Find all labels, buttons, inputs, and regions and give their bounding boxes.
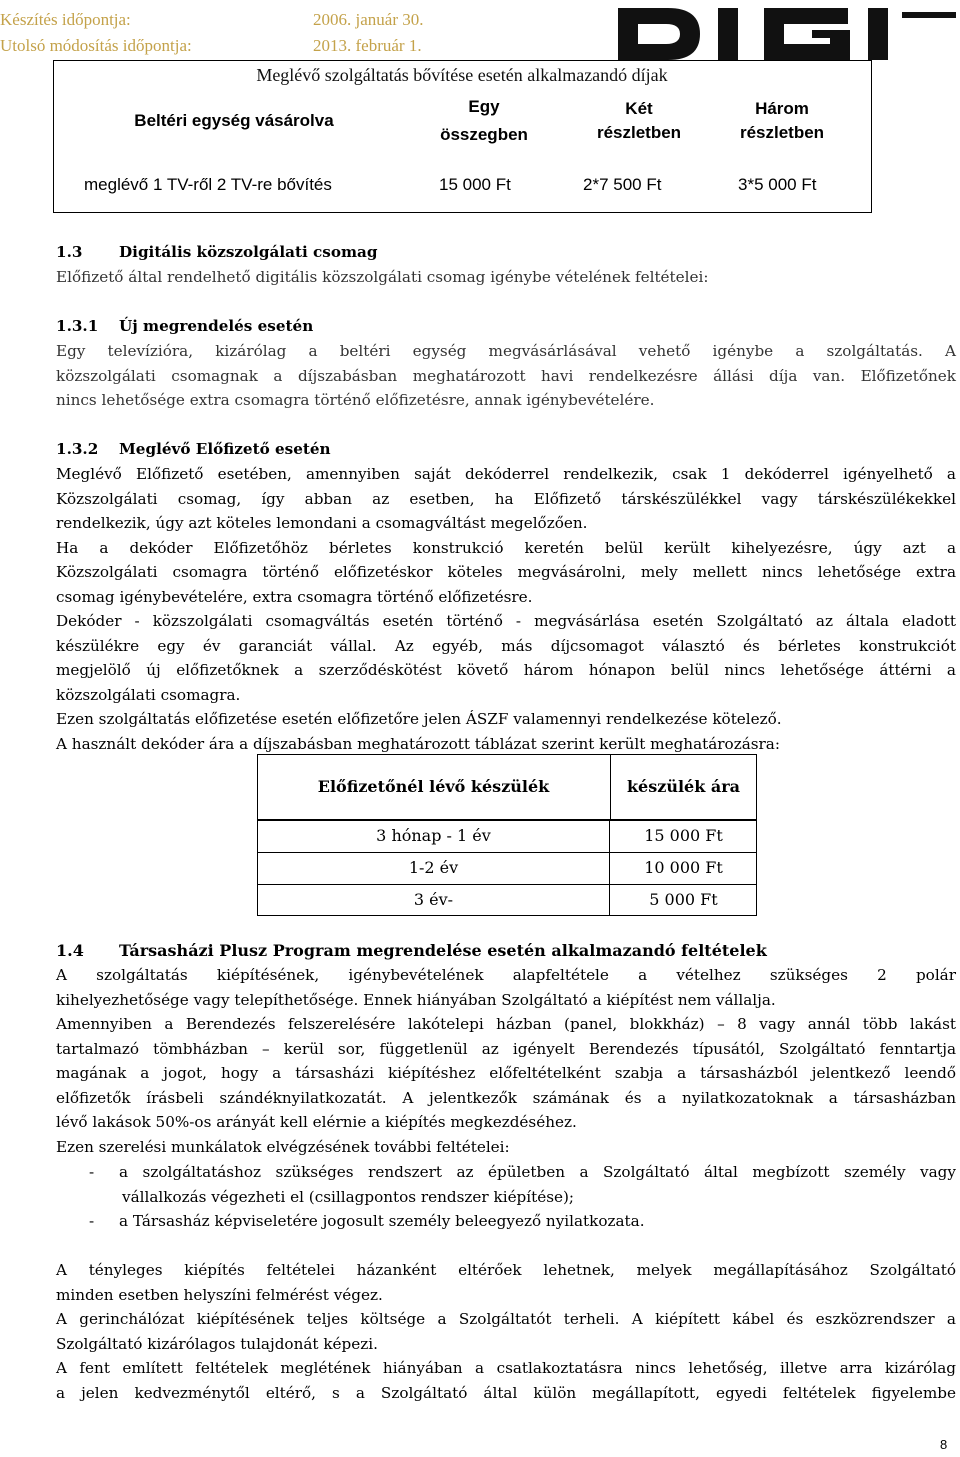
price-row-age: 3 hónap - 1 év <box>376 826 491 845</box>
modified-label: Utolsó módosítás időpontja: <box>0 36 192 55</box>
section-1-3-1-line: közszolgálati csomagnak a díjszabásban meghatározott havi rendelkezésre állási díja van. Előfizetőnek <box>56 367 956 385</box>
body-line: A használt dekóder ára a díjszabásban meghatározott táblázat szerint került meghatározásra: <box>56 734 780 753</box>
body-line: kihelyezhetősége vagy telepíthetősége. Ennek hiányában Szolgáltató a kiépítést nem vállalja. <box>56 990 776 1009</box>
section-1-4-body-2 <box>56 1258 956 1405</box>
body-line: a jelen kedvezménytől eltérő, s a Szolgáltató által külön megállapított, egyedi feltételek figyelembe <box>56 1383 956 1402</box>
created-label: Készítés időpontja: <box>0 10 131 29</box>
bullet-item: a Társasház képviseletére jogosult személy beleegyező nyilatkozata. <box>119 1212 645 1230</box>
fee-row-v1: 15 000 Ft <box>439 175 511 194</box>
section-1-3-2-number: 1.3.2 <box>56 440 99 458</box>
fee-col-harom-line1: Három <box>755 99 809 118</box>
fee-table <box>53 60 872 213</box>
modified-value: 2013. február 1. <box>313 36 422 55</box>
body-line: minden esetben helyszíni felmérést végez. <box>56 1285 383 1304</box>
body-line: A tényleges kiépítés feltételei házanként eltérőek lehetnek, melyek megállapításához Szolgáltató <box>56 1261 956 1279</box>
body-line: A szolgáltatás kiépítésének, igénybevételének alapfeltétele a vételhez szükséges 2 polár <box>56 966 956 984</box>
body-line: Ezen szerelési munkálatok elvégzésének további feltételei: <box>56 1137 510 1156</box>
body-line: A gerinchálózat kiépítésének teljes költsége a Szolgáltatót terheli. A kiépített kábel és eszközrendszer a <box>56 1310 956 1328</box>
digi-logo <box>616 4 958 64</box>
section-1-3-number: 1.3 <box>56 243 83 261</box>
fee-row-v2: 2*7 500 Ft <box>583 175 662 194</box>
section-1-3-2-title: Meglévő Előfizető esetén <box>119 440 331 458</box>
body-line: lévő lakások 50%-os arányát kell elérnie a kiépítés megkezdéséhez. <box>56 1113 577 1131</box>
price-row-price: 15 000 Ft <box>644 826 723 845</box>
fee-col-ket-line1: Két <box>625 99 653 118</box>
bullet-dash: - <box>89 1212 95 1230</box>
body-line: Dekóder - közszolgálati csomagváltás esetén történő - megvásárlása esetén Szolgáltató az általa eladott <box>56 612 956 630</box>
body-line: csomag igénybevételére, extra csomagra történő előfizetésre. <box>56 587 533 606</box>
price-table-header-price: készülék ára <box>626 777 741 796</box>
fee-col-harom-line2: részletben <box>739 123 825 142</box>
fee-table-title: Meglévő szolgáltatás bővítése esetén alkalmazandó díjak <box>256 65 668 85</box>
body-line: készülékre egy év garanciát vállal. Az egyéb, más díjcsomagot választó és bérletes konstrukciót <box>56 636 956 655</box>
body-line: Meglévő Előfizető esetében, amennyiben saját dekóderrel rendelkezik, csak 1 dekóderrel igényelhető a <box>56 465 956 483</box>
fee-col-egy-line1: Egy <box>468 97 500 116</box>
fee-row-label: meglévő 1 TV-ről 2 TV-re bővítés <box>84 175 332 194</box>
fee-col-egy-line2: összegben <box>440 125 528 144</box>
price-row-price: 5 000 Ft <box>649 890 718 909</box>
section-1-4-body <box>56 963 956 1159</box>
price-row-price: 10 000 Ft <box>644 858 723 877</box>
body-line: magának a jogot, hogy a társasházi kiépítéshez előfeltételként szabja a társasházból jelentkező leendő <box>56 1064 956 1082</box>
section-1-3-1-line: nincs lehetősége extra csomagra történő előfizetésre, annak igénybevételére. <box>56 391 655 409</box>
body-line: Szolgáltató kizárólagos tulajdonát képezi. <box>56 1334 378 1353</box>
price-table-header-device: Előfizetőnél lévő készülék <box>317 777 550 796</box>
bullet-item-continuation: vállalkozás végezheti el (csillagpontos rendszer kiépítése); <box>122 1188 575 1206</box>
section-1-4-number: 1.4 <box>56 941 84 960</box>
section-1-3-1-title: Új megrendelés esetén <box>119 317 314 335</box>
section-1-4-title: Társasházi Plusz Program megrendelése esetén alkalmazandó feltételek <box>119 941 767 960</box>
bullet-dash: - <box>89 1163 95 1181</box>
bullet-item: a szolgáltatáshoz szükséges rendszert az épületben a Szolgáltató által megbízott személy vagy <box>119 1163 956 1181</box>
body-line: rendelkezik, úgy azt köteles lemondani a csomagváltást megelőzően. <box>56 514 588 532</box>
section-1-3-1-number: 1.3.1 <box>56 317 99 335</box>
body-line: Közszolgálati csomagra történő előfizetéskor köteles megvásárolni, mely mellett nincs lehetősége extra <box>56 563 956 581</box>
section-1-3-2-body <box>56 462 956 756</box>
body-line: Közszolgálati csomag, így abban az esetben, ha Előfizető társkészülékkel vagy társkészülékekkel <box>56 489 956 508</box>
price-row-age: 1-2 év <box>408 858 459 877</box>
body-line: A fent említett feltételek meglétének hiányában a csatlakoztatásra nincs lehetőség, illetve arra kizárólag <box>56 1359 956 1377</box>
price-row-age: 3 év- <box>413 890 454 909</box>
section-1-3-1-line: Egy televízióra, kizárólag a beltéri egység megvásárlásával vehető igénybe a szolgáltatás. A <box>56 342 956 360</box>
created-value: 2006. január 30. <box>313 10 424 29</box>
body-line: Amennyiben a Berendezés felszerelésére lakótelepi házban (panel, blokkház) – 8 vagy annál több lakást <box>56 1015 956 1033</box>
body-line: közszolgálati csomagra. <box>56 685 241 704</box>
section-1-3-title: Digitális közszolgálati csomag <box>119 243 378 261</box>
body-line: előfizetők írásbeli szándéknyilatkozatát. A jelentkezők számának és a nyilatkozatoknak a társasházban <box>56 1088 956 1107</box>
fee-col-ket-line2: részletben <box>596 123 682 142</box>
page-number: 8 <box>940 1437 948 1452</box>
price-table <box>257 754 757 916</box>
fee-row-v3: 3*5 000 Ft <box>738 175 817 194</box>
body-line: Ha a dekóder Előfizetőhöz bérletes konstrukció keretén belül került kihelyezésre, úgy azt a <box>56 538 956 557</box>
body-line: tartalmazó tömbházban – kerül sor, függetlenül az igényelt Berendezés típusától, Szolgáltató fenntartja <box>56 1039 956 1058</box>
body-line: megjelölő új előfizetőknek a szerződéskötést követő három hónapon belül nincs lehetősége áttérni a <box>56 661 956 679</box>
section-1-3-intro: Előfizető által rendelhető digitális közszolgálati csomag igénybe vételének feltételei: <box>56 268 709 286</box>
body-line: Ezen szolgáltatás előfizetése esetén előfizetőre jelen ÁSZF valamennyi rendelkezése kötelező. <box>56 710 782 728</box>
fee-col-beltéri: Beltéri egység vásárolva <box>134 111 334 130</box>
